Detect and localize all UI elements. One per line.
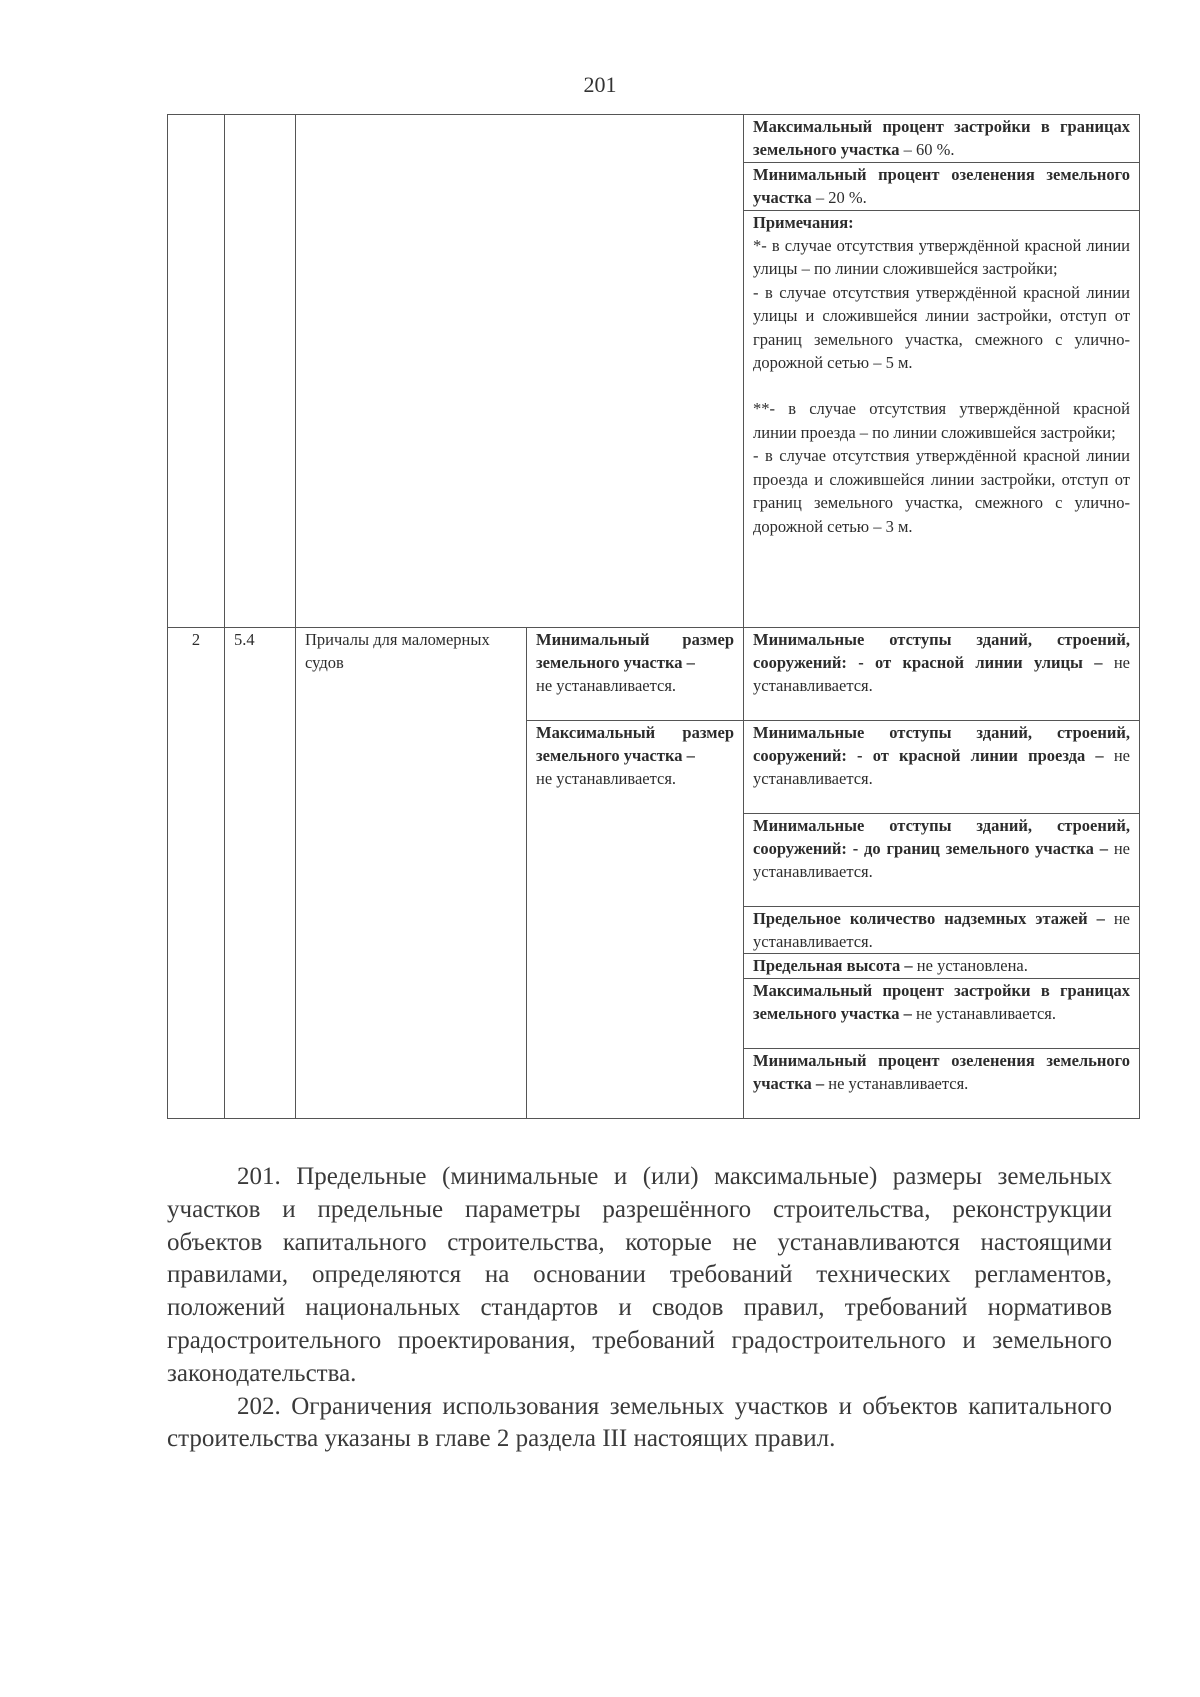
param-cell (744, 978, 1140, 1048)
note-text: - в случае отсутствия утверждённой красной линии улицы и сложившейся линии застройки, отступ от границ земельного участка, смежного с улично-дорожной сетью – 5 м. (753, 282, 1130, 373)
param-label: Минимальный процент озеленения земельного участка – (753, 1050, 1130, 1094)
param-value: не устанавливается. (753, 908, 1130, 952)
paragraph-202: 202. Ограничения использования земельных участков и объектов капитального строительства указаны в главе 2 раздела III настоящих правил. (167, 1392, 1112, 1453)
body-text (167, 1161, 1112, 1456)
cell-use-name: Причалы для маломерных судов (296, 627, 527, 1118)
param-value: не устанавливается. (753, 746, 1130, 789)
param-label: Минимальные отступы зданий, строений, сооружений: - от красной линии проезда – (753, 722, 1130, 766)
table-row-2 (168, 627, 1140, 720)
param-label: Минимальный процент озеленения земельного участка (753, 164, 1130, 208)
paragraph-201: 201. Предельные (минимальные и (или) максимальные) размеры земельных участков и предельные параметры разрешённого строительства, реконструкции объектов капитального строительства, которые не устанавливаются настоящими правилами, определяются на основании требований технических регламентов, положений национальных стандартов и сводов правил, требований нормативов градостроительного проектирования, требований градостроительного и земельного законодательства. (167, 1163, 1112, 1387)
page-number: 201 (583, 72, 617, 97)
regulations-table (167, 114, 1140, 1119)
param-value: не установлена. (912, 956, 1028, 976)
cell-code: 5.4 (225, 627, 296, 1118)
param-label: Минимальные отступы зданий, строений, сооружений: - от красной линии улицы – (753, 629, 1130, 673)
param-cell (744, 954, 1140, 978)
size-min-label: Минимальный размер земельного участка – (536, 629, 734, 673)
notes-cell (744, 210, 1140, 627)
cell-size-min (527, 627, 744, 720)
param-label: Предельное количество надземных этажей – (753, 908, 1105, 928)
note-text: *- в случае отсутствия утверждённой красной линии улицы – по линии сложившейся застройки; (753, 236, 1130, 279)
size-max-value: не устанавливается. (536, 769, 677, 789)
param-label: Максимальный процент застройки в границах земельного участка – (753, 980, 1130, 1024)
param-value: – 60 %. (899, 140, 955, 160)
cell-code-empty (225, 115, 296, 628)
note-text: - в случае отсутствия утверждённой красной линии проезда и сложившейся линии застройки, отступ от границ земельного участка, смежного с улично-дорожной сетью – 3 м. (753, 446, 1130, 536)
param-value: не устанавливается. (911, 1004, 1057, 1024)
param-cell (744, 720, 1140, 813)
table-row-continued (168, 115, 1140, 163)
param-cell (744, 906, 1140, 954)
param-cell (744, 627, 1140, 720)
param-label: Минимальные отступы зданий, строений, сооружений: - до границ земельного участка – (753, 815, 1130, 859)
cell-name-empty (296, 115, 744, 628)
param-label: Максимальный процент застройки в границах земельного участка (753, 117, 1130, 160)
param-value: не устанавливается. (753, 653, 1130, 696)
cell-row-number: 2 (168, 627, 225, 1118)
size-min-value: не устанавливается. (536, 676, 677, 696)
cell-size-max (527, 720, 744, 1118)
cell-num-empty (168, 115, 225, 628)
param-cell (744, 813, 1140, 906)
size-max-label: Максимальный размер земельного участка – (536, 722, 734, 766)
note-spacer (753, 374, 1130, 397)
note-text: **- в случае отсутствия утверждённой красной линии проезда – по линии сложившейся застройки; (753, 399, 1130, 442)
param-value: не устанавливается. (753, 839, 1131, 882)
param-cell (744, 162, 1140, 210)
notes-title: Примечания: (753, 212, 854, 232)
param-label: Предельная высота – (753, 956, 913, 976)
param-value: – 20 %. (811, 188, 867, 208)
param-cell (744, 115, 1140, 163)
regulations-table-wrapper (167, 114, 1139, 1119)
param-value: не устанавливается. (824, 1074, 969, 1094)
param-cell (744, 1048, 1140, 1118)
